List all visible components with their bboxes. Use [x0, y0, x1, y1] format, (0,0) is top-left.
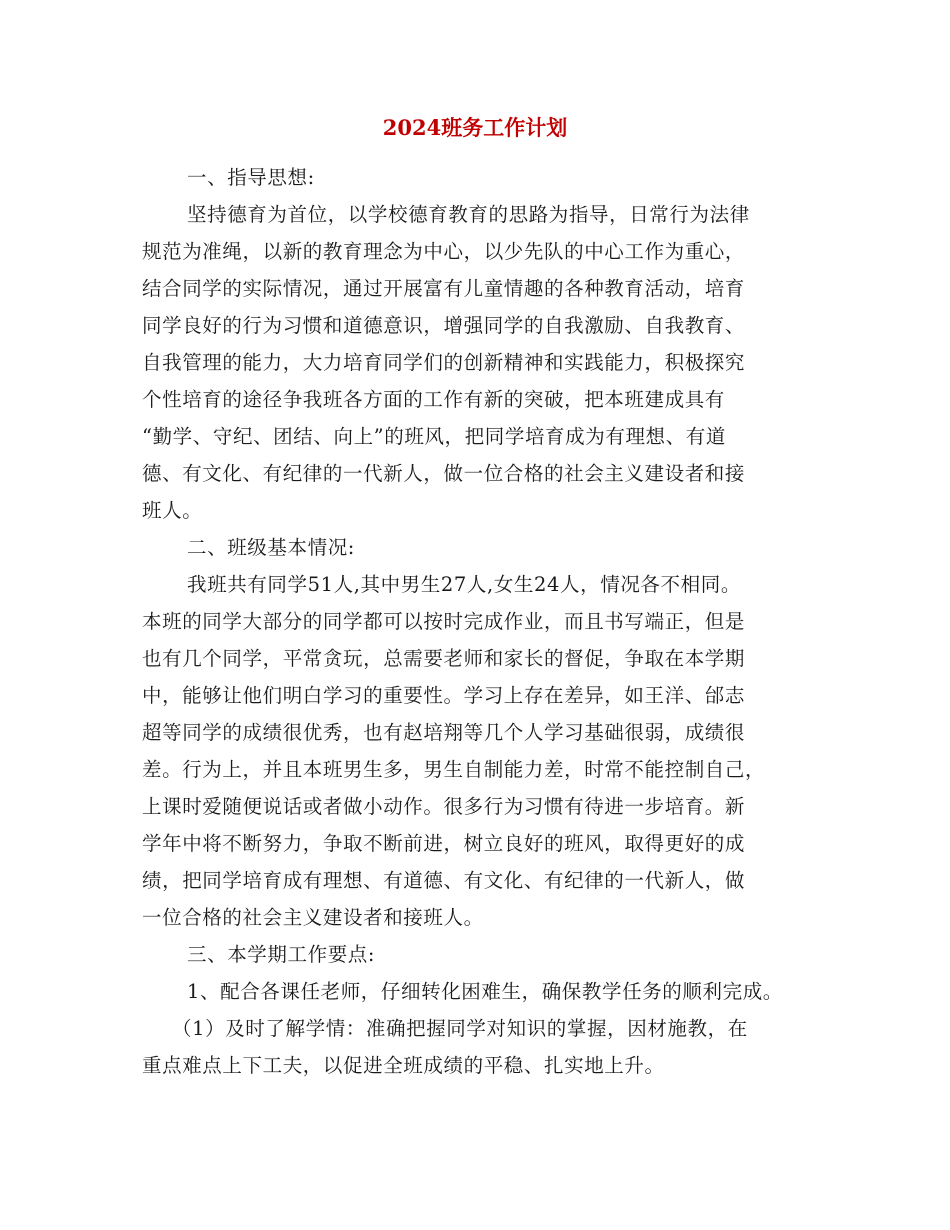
text-line: 重点难点上下工夫，以促进全班成绩的平稳、扎实地上升。 — [142, 1054, 665, 1077]
text-line: 结合同学的实际情况，通过开展富有儿童情趣的各种教育活动，培育 — [142, 277, 746, 300]
text-line: 规范为准绳，以新的教育理念为中心，以少先队的中心工作为重心， — [142, 240, 746, 263]
text-line: 学年中将不断努力，争取不断前进，树立良好的班风，取得更好的成 — [142, 832, 746, 855]
text-line: 我班共有同学51人,其中男生27人,女生24人，情况各不相同。 — [187, 573, 741, 596]
text-line: 1、配合各课任老师，仔细转化困难生，确保教学任务的顺利完成。 — [187, 980, 783, 1003]
text-line: 二、班级基本情况: — [187, 536, 355, 559]
text-line: 超等同学的成绩很优秀，也有赵培翔等几个人学习基础很弱，成绩很 — [142, 721, 746, 744]
text-line: 也有几个同学，平常贪玩，总需要老师和家长的督促，争取在本学期 — [142, 647, 746, 670]
document-title: 2024班务工作计划 — [382, 115, 568, 140]
text-line: （1）及时了解学情：准确把握同学对知识的掌握，因材施教，在 — [172, 1017, 748, 1040]
text-line: 差。行为上，并且本班男生多，男生自制能力差，时常不能控制自己， — [142, 758, 766, 781]
text-line: 绩，把同学培育成有理想、有道德、有文化、有纪律的一代新人，做 — [142, 869, 746, 892]
text-line: 同学良好的行为习惯和道德意识，增强同学的自我激励、自我教育、 — [142, 314, 746, 337]
text-line: 德、有文化、有纪律的一代新人，做一位合格的社会主义建设者和接 — [142, 462, 746, 485]
text-line: 三、本学期工作要点: — [187, 943, 376, 966]
text-line: 一、指导思想: — [187, 166, 315, 189]
text-line: 个性培育的途径争我班各方面的工作有新的突破，把本班建成具有 — [142, 388, 725, 411]
text-line: 中，能够让他们明白学习的重要性。学习上存在差异，如王洋、邰志 — [142, 684, 746, 707]
text-line: 一位合格的社会主义建设者和接班人。 — [142, 906, 484, 929]
document-body — [142, 159, 822, 1084]
text-line: 自我管理的能力，大力培育同学们的创新精神和实践能力，积极探究 — [142, 351, 746, 374]
text-line: 坚持德育为首位，以学校德育教育的思路为指导，日常行为法律 — [187, 203, 750, 226]
text-line: 本班的同学大部分的同学都可以按时完成作业，而且书写端正，但是 — [142, 610, 746, 633]
text-line: 班人。 — [142, 499, 203, 522]
text-line: “勤学、守纪、团结、向上”的班风，把同学培育成为有理想、有道 — [142, 425, 726, 448]
text-line: 上课时爱随便说话或者做小动作。很多行为习惯有待进一步培育。新 — [142, 795, 746, 818]
